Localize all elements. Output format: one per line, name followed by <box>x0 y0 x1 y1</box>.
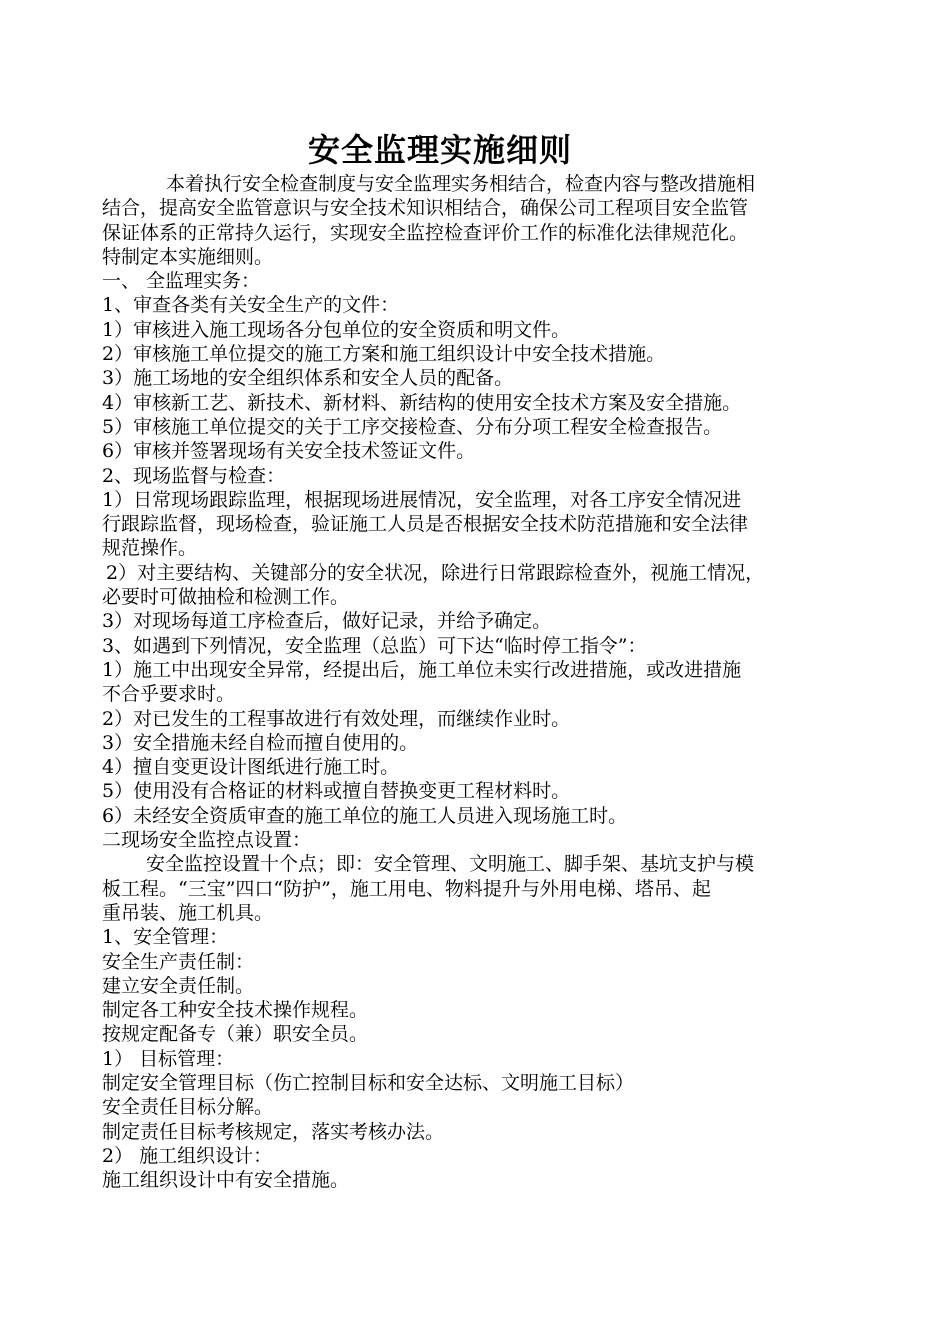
paragraph-line: 板工程。“三宝”四口“防护”，施工用电、物料提升与外用电梯、塔吊、起 <box>102 877 711 900</box>
text-line: 施工组织设计中有安全措施。 <box>102 1169 350 1192</box>
list-item: 3）施工场地的安全组织体系和安全人员的配备。 <box>102 367 514 390</box>
list-item-continued: 规范操作。 <box>102 537 198 560</box>
list-item: 1）施工中出现安全异常，经提出后，施工单位未实行改进措施，或改进措施 <box>102 658 742 681</box>
section-heading: 一、 全监理实务： <box>102 270 261 293</box>
list-item: 3）安全措施未经自检而擅自使用的。 <box>102 731 419 754</box>
list-item-continued: 行跟踪监督，现场检查，验证施工人员是否根据安全技术防范措施和安全法律 <box>102 513 749 536</box>
text-line: 制定责任目标考核规定，落实考核办法。 <box>102 1120 445 1143</box>
paragraph-line: 结合，提高安全监管意识与安全技术知识相结合，确保公司工程项目安全监管 <box>102 197 749 220</box>
text-line: 安全责任目标分解。 <box>102 1096 274 1119</box>
subsection-heading: 1、安全管理： <box>102 926 229 949</box>
list-item: 5）审核施工单位提交的关于工序交接检查、分布分项工程安全检查报告。 <box>102 415 723 438</box>
list-item: 1）审核进入施工现场各分包单位的安全资质和明文件。 <box>102 318 571 341</box>
paragraph-line: 特制定本实施细则。 <box>102 245 274 268</box>
document-title: 安全监理实施细则 <box>307 131 572 169</box>
list-item: 5）使用没有合格证的材料或擅自替换变更工程材料时。 <box>102 780 571 803</box>
list-item: 1）日常现场跟踪监理，根据现场进展情况，安全监理，对各工序安全情况进 <box>102 488 742 511</box>
text-line: 制定安全管理目标（伤亡控制目标和安全达标、文明施工目标） <box>102 1071 635 1094</box>
list-item: 4）擅自变更设计图纸进行施工时。 <box>102 756 400 779</box>
list-item: 2） 施工组织设计： <box>102 1144 273 1167</box>
paragraph-line: 安全监控设置十个点；即：安全管理、文明施工、脚手架、基坑支护与模 <box>146 853 755 876</box>
section-heading: 二现场安全监控点设置： <box>102 829 312 852</box>
list-item: 2）对主要结构、关键部分的安全状况，除进行日常跟踪检查外，视施工情况， <box>106 561 765 584</box>
list-item: 6）未经安全资质审查的施工单位的施工人员进入现场施工时。 <box>102 804 628 827</box>
list-item: 2）审核施工单位提交的施工方案和施工组织设计中安全技术措施。 <box>102 343 666 366</box>
paragraph-line: 重吊装、施工机具。 <box>102 901 274 924</box>
list-item-continued: 不合乎要求时。 <box>102 683 236 706</box>
document-body <box>102 172 872 1192</box>
subsection-heading: 2、现场监督与检查： <box>102 464 286 487</box>
subsection-heading: 3、如遇到下列情况，安全监理（总监）可下达“临时停工指令”： <box>102 634 647 657</box>
list-item: 6）审核并签署现场有关安全技术签证文件。 <box>102 440 476 463</box>
paragraph-line: 本着执行安全检查制度与安全监理实务相结合，检查内容与整改措施相 <box>166 173 756 195</box>
list-item: 2）对已发生的工程事故进行有效处理，而继续作业时。 <box>102 707 571 730</box>
subsection-heading: 1、审查各类有关安全生产的文件： <box>102 294 400 317</box>
paragraph-line: 保证体系的正常持久运行，实现安全监控检查评价工作的标准化法律规范化。 <box>102 221 749 244</box>
list-item: 4）审核新工艺、新技术、新材料、新结构的使用安全技术方案及安全措施。 <box>102 391 742 414</box>
text-line: 制定各工种安全技术操作规程。 <box>102 999 369 1022</box>
list-item-continued: 必要时可做抽检和检测工作。 <box>102 586 350 609</box>
text-line: 按规定配备专（兼）职安全员。 <box>102 1023 369 1046</box>
list-item: 1） 目标管理： <box>102 1047 235 1070</box>
text-line: 建立安全责任制。 <box>102 974 255 997</box>
text-line: 安全生产责任制： <box>102 950 255 973</box>
list-item: 3）对现场每道工序检查后，做好记录，并给予确定。 <box>102 610 552 633</box>
